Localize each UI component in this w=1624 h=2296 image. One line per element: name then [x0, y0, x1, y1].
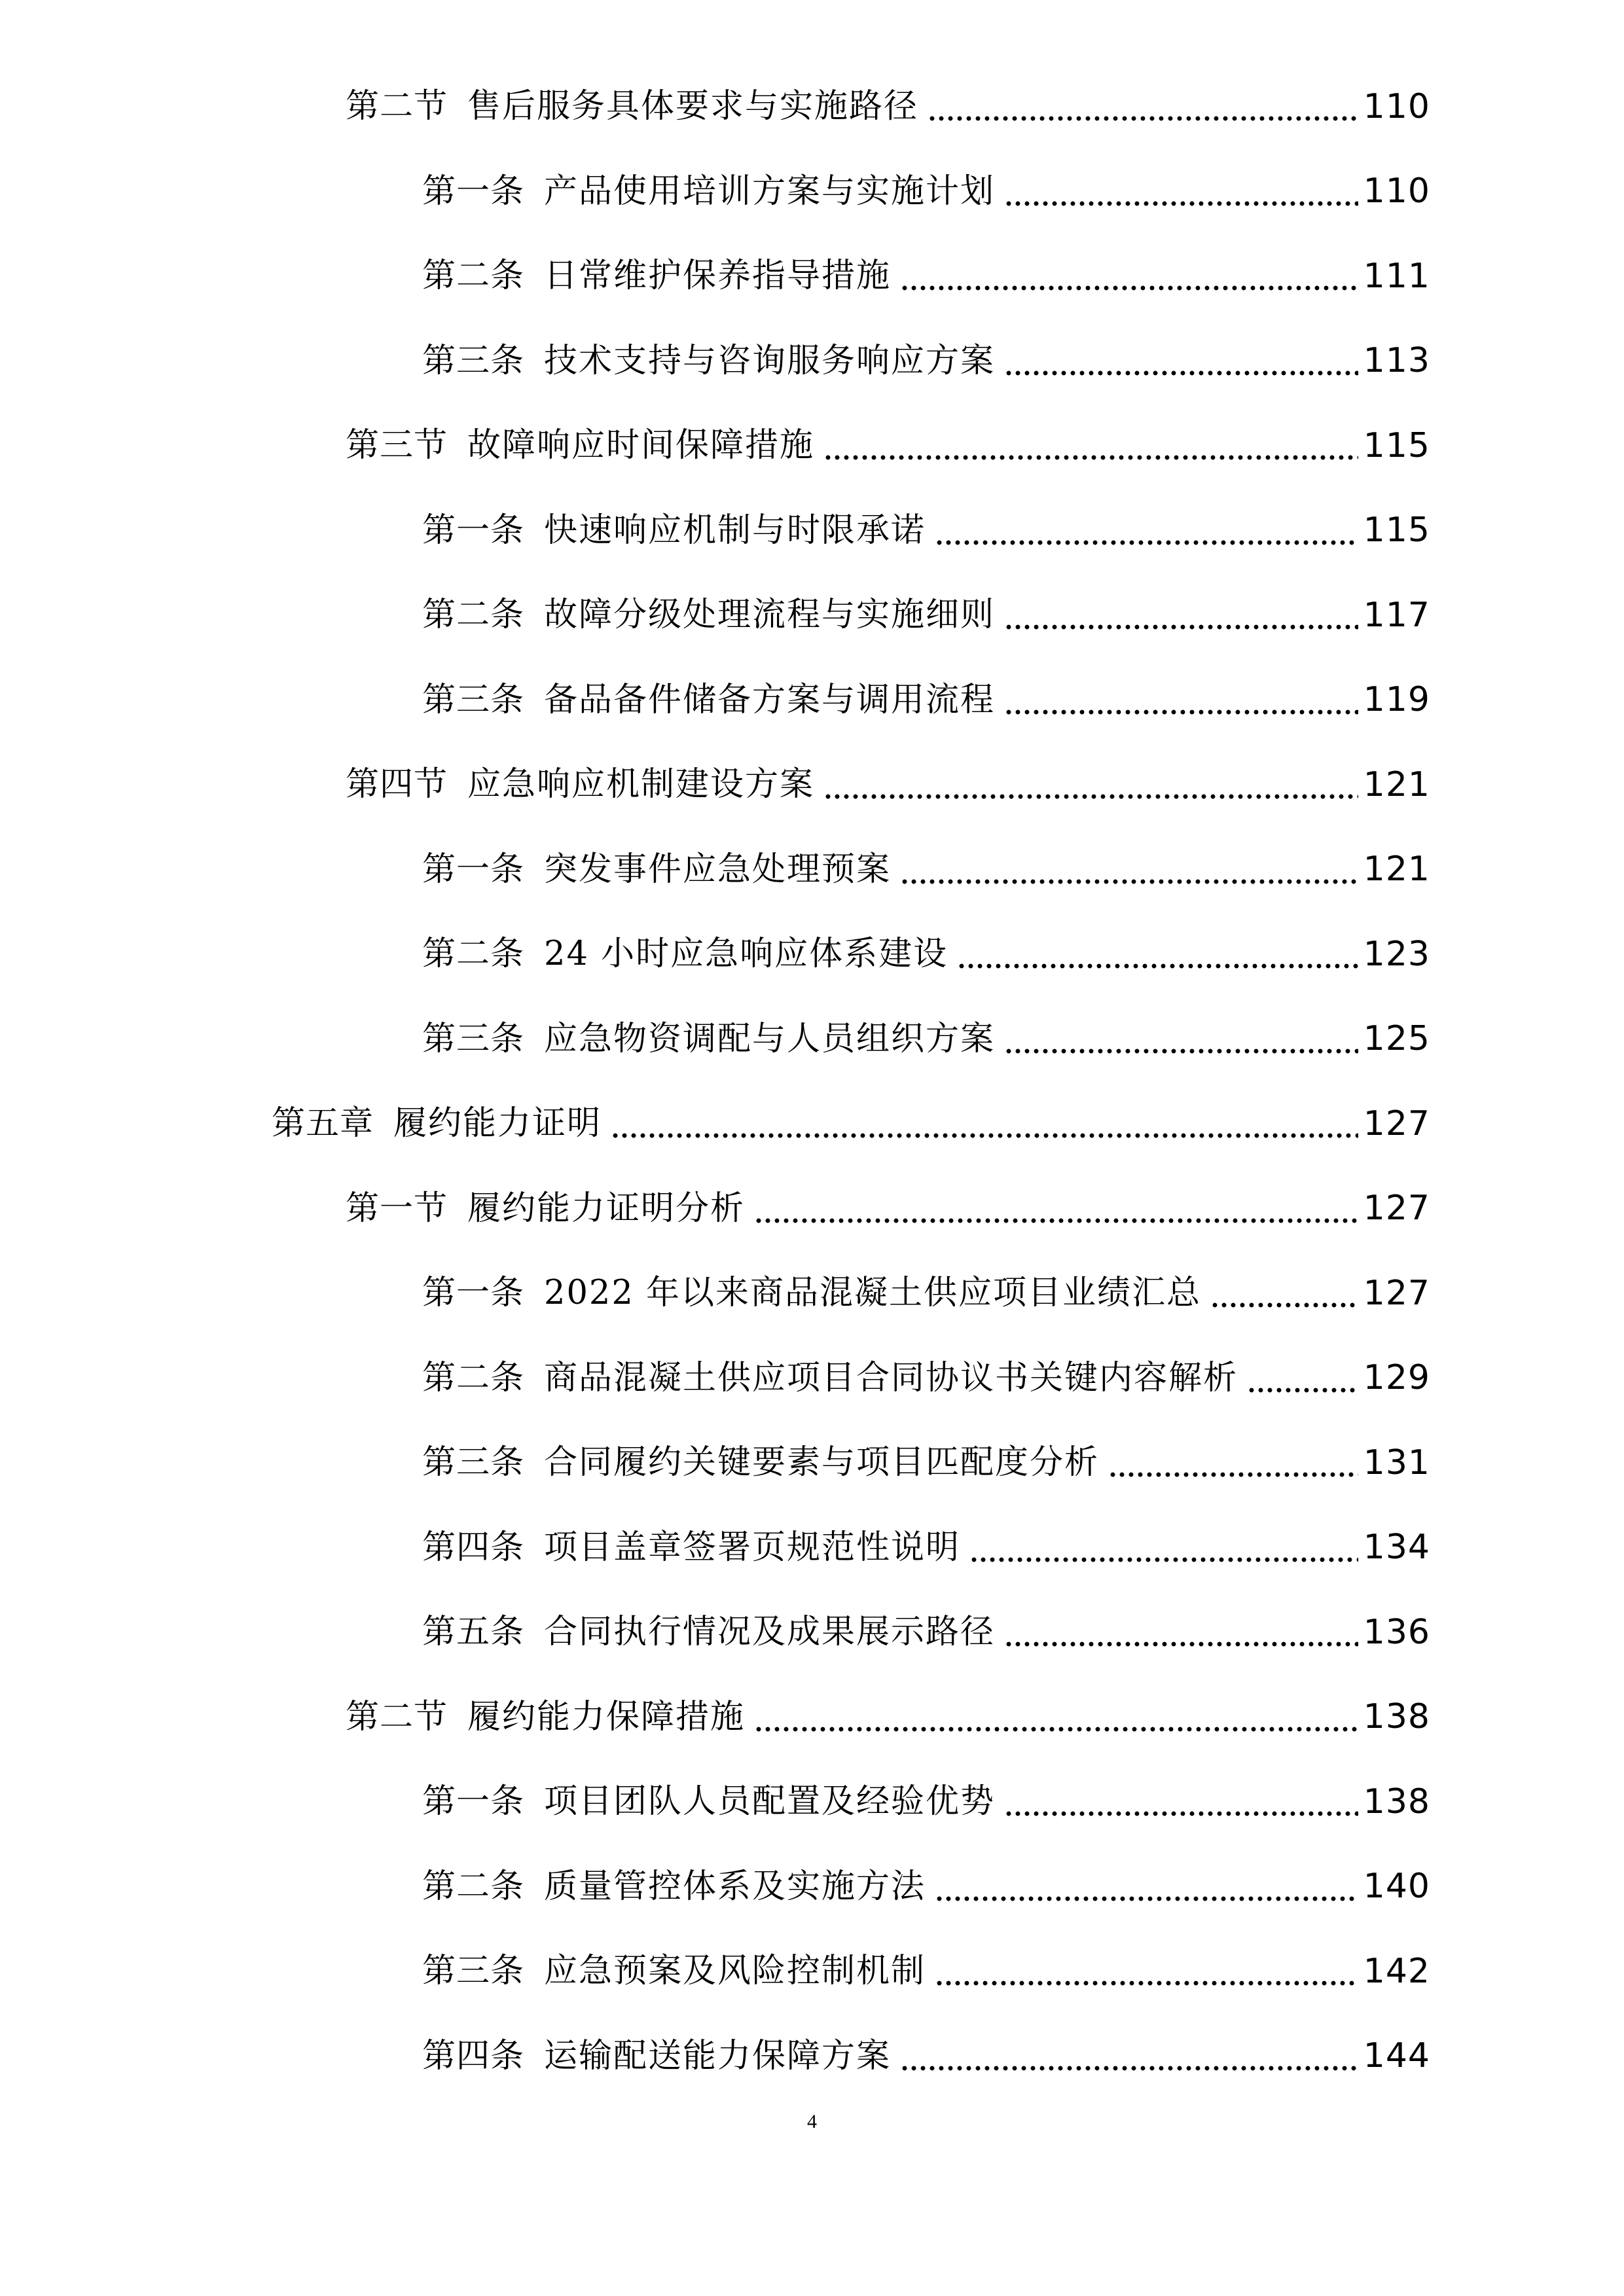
toc-entry[interactable]	[0, 234, 1624, 319]
toc-entry[interactable]	[0, 1166, 1624, 1251]
toc-entry-number: 第一条	[422, 1274, 525, 1313]
toc-entry-page: 129	[1363, 1358, 1430, 1398]
toc-entry[interactable]	[0, 658, 1624, 743]
toc-entry-number: 第二条	[422, 1358, 525, 1397]
toc-entry-page: 119	[1363, 680, 1430, 720]
toc-entry-number: 第二节	[346, 87, 448, 126]
toc-entry-page: 142	[1363, 1951, 1430, 1991]
toc-entry-page: 110	[1363, 171, 1430, 211]
toc-entry-page: 111	[1363, 256, 1430, 296]
toc-entry[interactable]	[0, 1505, 1624, 1590]
toc-entry-title: 日常维护保养指导措施	[544, 257, 892, 296]
toc-entry-page: 127	[1363, 1273, 1430, 1313]
toc-dot-leader	[928, 90, 1358, 123]
toc-entry-page: 136	[1363, 1612, 1430, 1652]
toc-entry-title: 运输配送能力保障方案	[544, 2036, 892, 2075]
toc-entry-title: 质量管控体系及实施方法	[544, 1867, 926, 1906]
toc-entry-number: 第四条	[422, 1528, 525, 1567]
toc-entry-number: 第五条	[422, 1613, 525, 1652]
toc-entry-number: 第一条	[422, 850, 525, 889]
toc-entry-page: 134	[1363, 1528, 1430, 1568]
toc-entry-title: 履约能力保障措施	[467, 1697, 746, 1736]
toc-entry-title: 项目团队人员配置及经验优势	[544, 1782, 996, 1821]
toc-entry[interactable]	[0, 1081, 1624, 1166]
toc-entry[interactable]	[0, 1675, 1624, 1760]
toc-entry-number: 第三条	[422, 1952, 525, 1991]
toc-dot-leader	[900, 853, 1358, 886]
toc-entry-page: 115	[1363, 511, 1430, 550]
page-number: 4	[807, 2111, 817, 2132]
toc-entry[interactable]	[0, 403, 1624, 488]
toc-entry-page: 131	[1363, 1443, 1430, 1482]
toc-dot-leader	[969, 1531, 1358, 1564]
toc-entry-page: 144	[1363, 2036, 1430, 2076]
toc-entry-page: 113	[1363, 341, 1430, 381]
toc-entry-number: 第一条	[422, 1782, 525, 1821]
toc-dot-leader	[1004, 683, 1358, 717]
toc-entry-title: 技术支持与咨询服务响应方案	[544, 341, 996, 380]
toc-entry[interactable]	[0, 1590, 1624, 1675]
toc-entry-title: 项目盖章签署页规范性说明	[544, 1528, 961, 1567]
toc-entry[interactable]	[0, 2014, 1624, 2099]
toc-entry-title: 商品混凝土供应项目合同协议书关键内容解析	[544, 1358, 1238, 1397]
toc-entry[interactable]	[0, 912, 1624, 997]
toc-entry-number: 第三条	[422, 680, 525, 719]
toc-dot-leader	[935, 514, 1358, 547]
toc-entry-page: 121	[1363, 764, 1430, 804]
toc-dot-leader	[611, 1107, 1358, 1140]
toc-entry-title: 履约能力证明分析	[467, 1189, 746, 1228]
toc-entry-number: 第四节	[346, 765, 448, 804]
toc-entry-title: 备品备件储备方案与调用流程	[544, 680, 996, 719]
toc-entry-number: 第三条	[422, 1443, 525, 1482]
toc-dot-leader	[823, 429, 1358, 462]
toc-dot-leader	[1004, 1785, 1358, 1818]
toc-entry-number: 第二条	[422, 596, 525, 635]
toc-entry-title: 故障分级处理流程与实施细则	[544, 596, 996, 635]
toc-entry-number: 第三条	[422, 341, 525, 380]
toc-entry[interactable]	[0, 1929, 1624, 2014]
toc-entry-page: 138	[1363, 1782, 1430, 1821]
toc-entry-page: 140	[1363, 1867, 1430, 1907]
toc-entry-number: 第一条	[422, 511, 525, 550]
toc-entry-title: 故障响应时间保障措施	[467, 426, 815, 465]
toc-entry[interactable]	[0, 827, 1624, 912]
toc-entry-number: 第二条	[422, 935, 525, 974]
toc-entry-page: 138	[1363, 1697, 1430, 1737]
toc-entry-page: 125	[1363, 1019, 1430, 1059]
toc-entry-title: 合同执行情况及成果展示路径	[544, 1613, 996, 1652]
toc-dot-leader	[823, 768, 1358, 801]
toc-entry-number: 第四条	[422, 2036, 525, 2075]
toc-dot-leader	[935, 1954, 1358, 1988]
toc-entry-title: 24 小时应急响应体系建设	[544, 935, 948, 974]
toc-dot-leader	[1004, 598, 1358, 632]
toc-entry-title: 售后服务具体要求与实施路径	[467, 87, 919, 126]
toc-entry-number: 第五章	[272, 1104, 374, 1143]
toc-dot-leader	[900, 2039, 1358, 2073]
toc-entry-title: 突发事件应急处理预案	[544, 850, 892, 889]
toc-entry[interactable]	[0, 742, 1624, 827]
toc-dot-leader	[1004, 1615, 1358, 1649]
toc-entry-page: 117	[1363, 595, 1430, 635]
toc-dot-leader	[1004, 344, 1358, 378]
toc-entry-title: 应急物资调配与人员组织方案	[544, 1019, 996, 1058]
toc-entry-page: 127	[1363, 1103, 1430, 1143]
toc-dot-leader	[1210, 1276, 1358, 1310]
toc-entry-title: 快速响应机制与时限承诺	[544, 511, 926, 550]
toc-entry-number: 第二节	[346, 1697, 448, 1736]
toc-entry[interactable]	[0, 997, 1624, 1082]
toc-entry-page: 121	[1363, 850, 1430, 889]
toc-dot-leader	[1004, 1022, 1358, 1056]
toc-entry-title: 应急预案及风险控制机制	[544, 1952, 926, 1991]
toc-entry[interactable]	[0, 1759, 1624, 1844]
toc-entry[interactable]	[0, 1251, 1624, 1336]
toc-entry[interactable]	[0, 1420, 1624, 1505]
toc-entry[interactable]	[0, 64, 1624, 149]
toc-entry-title: 2022 年以来商品混凝土供应项目业绩汇总	[544, 1274, 1202, 1313]
toc-entry-number: 第一节	[346, 1189, 448, 1228]
toc-entry-title: 产品使用培训方案与实施计划	[544, 171, 996, 211]
toc-dot-leader	[957, 937, 1358, 971]
toc-entry[interactable]	[0, 1844, 1624, 1929]
table-of-contents	[0, 64, 1624, 2098]
toc-dot-leader	[1108, 1446, 1358, 1479]
toc-dot-leader	[1247, 1361, 1358, 1395]
toc-entry[interactable]	[0, 573, 1624, 658]
toc-entry-page: 115	[1363, 425, 1430, 465]
toc-entry-number: 第三节	[346, 426, 448, 465]
toc-dot-leader	[900, 259, 1358, 293]
toc-entry-number: 第三条	[422, 1019, 525, 1058]
toc-entry[interactable]	[0, 149, 1624, 234]
toc-entry-number: 第一条	[422, 171, 525, 211]
toc-entry-page: 110	[1363, 86, 1430, 126]
toc-dot-leader	[754, 1192, 1358, 1225]
toc-entry-title: 合同履约关键要素与项目匹配度分析	[544, 1443, 1100, 1482]
toc-entry-number: 第二条	[422, 1867, 525, 1906]
toc-entry[interactable]	[0, 1336, 1624, 1421]
toc-entry-number: 第二条	[422, 257, 525, 296]
toc-entry[interactable]	[0, 488, 1624, 573]
toc-entry-page: 123	[1363, 934, 1430, 974]
toc-entry-title: 应急响应机制建设方案	[467, 765, 815, 804]
toc-entry-page: 127	[1363, 1189, 1430, 1229]
toc-dot-leader	[1004, 175, 1358, 208]
toc-entry[interactable]	[0, 319, 1624, 404]
toc-dot-leader	[935, 1870, 1358, 1903]
toc-entry-title: 履约能力证明	[393, 1104, 602, 1143]
toc-dot-leader	[754, 1700, 1358, 1734]
